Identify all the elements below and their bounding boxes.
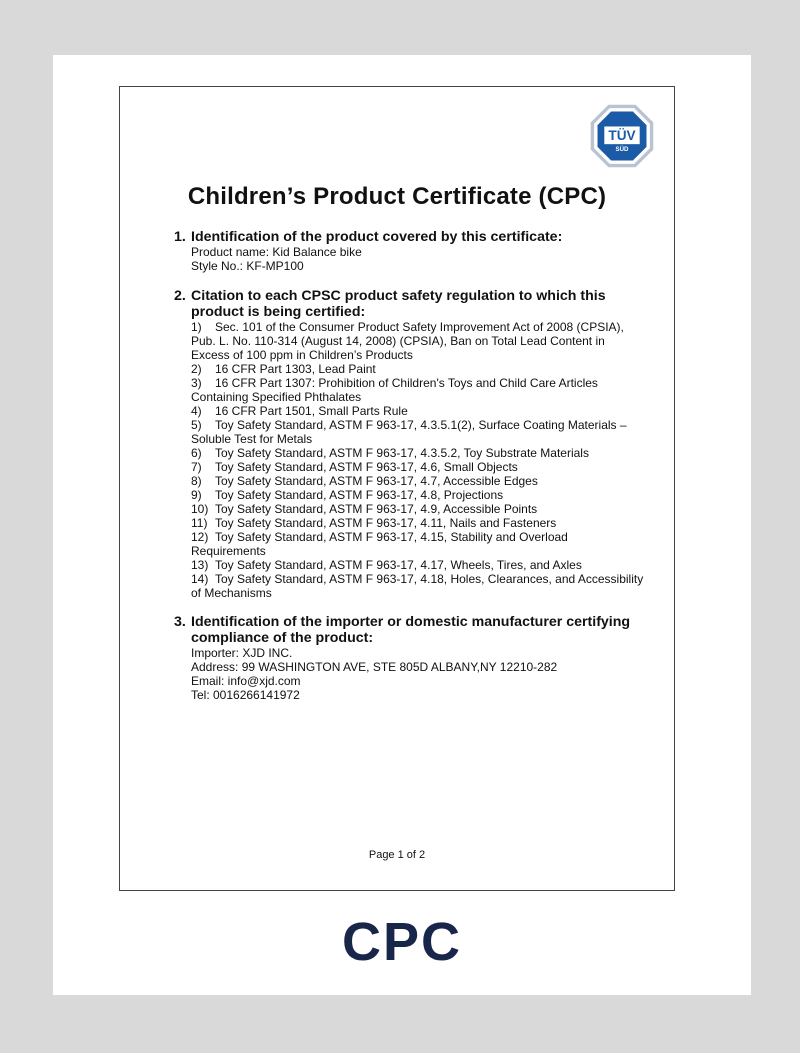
section-product-identification (174, 229, 644, 273)
certificate-document (119, 86, 675, 891)
regulation-item: 3) 16 CFR Part 1307: Prohibition of Children's Toys and Child Care Articles Containing Specified Phthalates (191, 376, 598, 404)
logo-text-top: TÜV (608, 128, 636, 144)
section-number: 3. (174, 614, 186, 630)
importer-phone: Tel: 0016266141972 (191, 688, 300, 702)
regulation-item: 10) Toy Safety Standard, ASTM F 963-17, 4.9, Accessible Points (191, 502, 538, 516)
regulation-item: 8) Toy Safety Standard, ASTM F 963-17, 4.7, Accessible Edges (191, 474, 538, 488)
regulation-item: 7) Toy Safety Standard, ASTM F 963-17, 4.6, Small Objects (191, 460, 518, 474)
section-heading: Identification of the importer or domestic manufacturer certifying compliance of the product: (191, 614, 631, 646)
importer-name: Importer: XJD INC. (191, 646, 293, 660)
regulation-item: 2) 16 CFR Part 1303, Lead Paint (191, 362, 376, 376)
regulation-item: 12) Toy Safety Standard, ASTM F 963-17, 4.15, Stability and Overload Requirements (191, 530, 568, 558)
section-regulation-citations (174, 288, 644, 600)
cpc-caption: CPC (341, 912, 462, 972)
regulation-item: 5) Toy Safety Standard, ASTM F 963-17, 4.3.5.1(2), Surface Coating Materials – Soluble Test for Metals (191, 418, 627, 446)
regulation-item: 1) Sec. 101 of the Consumer Product Safety Improvement Act of 2008 (CPSIA), Pub. L. No. 110-314 (August 14, 2008) (CPSIA), Ban on Total Lead Content in Excess of 100 ppm in Children’s Products (191, 320, 624, 362)
product-name: Product name: Kid Balance bike (191, 245, 362, 259)
regulation-item: 13) Toy Safety Standard, ASTM F 963-17, 4.17, Wheels, Tires, and Axles (191, 558, 582, 572)
regulation-item: 11) Toy Safety Standard, ASTM F 963-17, 4.11, Nails and Fasteners (191, 516, 557, 530)
regulation-list (191, 320, 644, 600)
regulation-item: 14) Toy Safety Standard, ASTM F 963-17, 4.18, Holes, Clearances, and Accessibility of Mechanisms (191, 572, 644, 600)
regulation-item: 6) Toy Safety Standard, ASTM F 963-17, 4.3.5.2, Toy Substrate Materials (191, 446, 589, 460)
importer-email: Email: info@xjd.com (191, 674, 301, 688)
importer-address: Address: 99 WASHINGTON AVE, STE 805D ALBANY,NY 12210-282 (191, 660, 558, 674)
certificate-title: Children’s Product Certificate (CPC) (187, 183, 607, 210)
page-number: Page 1 of 2 (368, 849, 426, 861)
regulation-item: 9) Toy Safety Standard, ASTM F 963-17, 4.8, Projections (191, 488, 504, 502)
section-heading: Identification of the product covered by this certificate: (191, 229, 563, 245)
style-number: Style No.: KF-MP100 (191, 259, 304, 273)
section-number: 2. (174, 288, 186, 304)
regulation-item: 4) 16 CFR Part 1501, Small Parts Rule (191, 404, 408, 418)
tuv-sud-logo (588, 102, 656, 170)
section-number: 1. (174, 229, 186, 245)
section-importer-identification (174, 614, 644, 702)
logo-text-bottom: SÜD (615, 145, 629, 153)
section-heading: Citation to each CPSC product safety regulation to which this product is being certified: (191, 288, 606, 320)
certificate-sheet (53, 55, 751, 995)
